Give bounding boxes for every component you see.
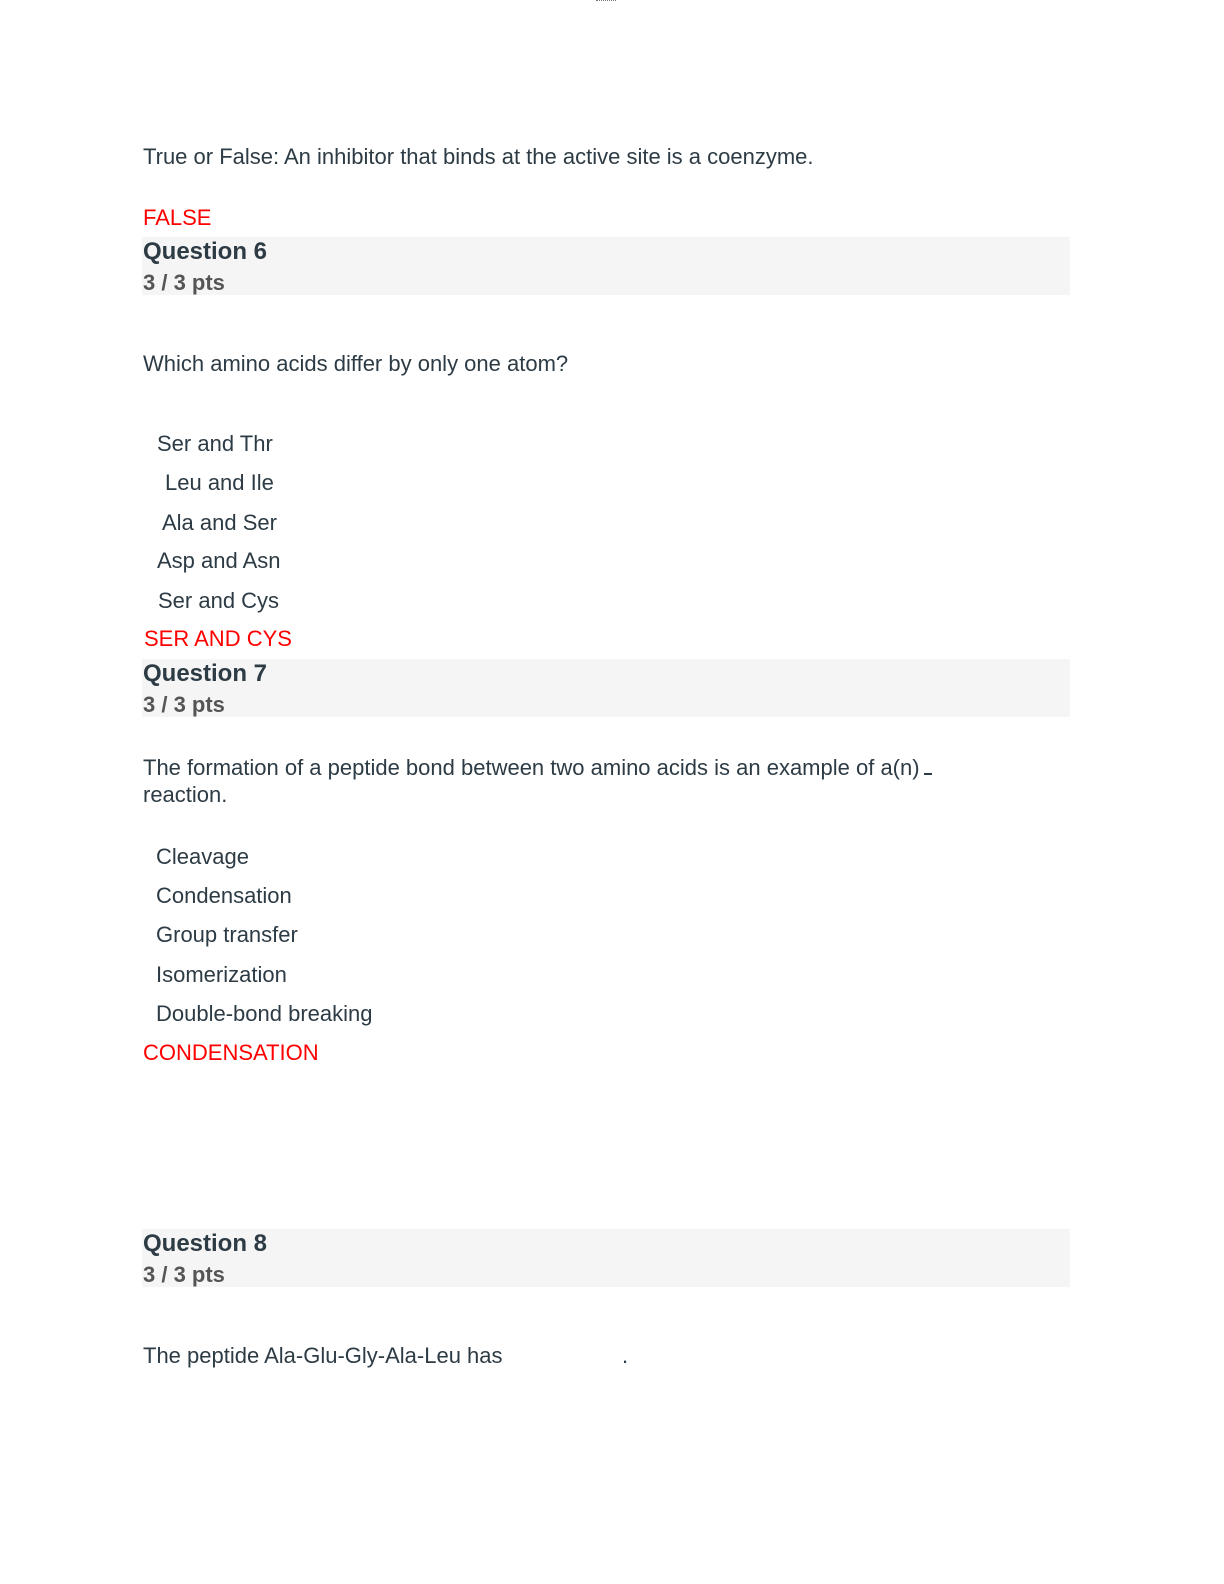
q7-prompt-line2: reaction. [143, 782, 228, 807]
q8-prompt-end: . [622, 1343, 629, 1368]
q7-option[interactable]: Cleavage [156, 844, 249, 869]
q6-option[interactable]: Asp and Asn [157, 548, 281, 573]
q6-prompt: Which amino acids differ by only one atom? [143, 351, 569, 376]
q6-answer-key: SER AND CYS [144, 626, 292, 651]
q7-prompt-line1 [143, 754, 932, 781]
question-8-title: Question 8 [143, 1230, 268, 1257]
answer-blank [924, 759, 932, 775]
q5-answer-key: FALSE [143, 205, 212, 230]
q7-option[interactable]: Condensation [156, 883, 292, 908]
question-7-header [142, 659, 1070, 717]
q7-option[interactable]: Double-bond breaking [156, 1001, 373, 1026]
q7-prompt-text: The formation of a peptide bond between two amino acids is an example of a(n) [143, 755, 920, 780]
question-8-header [142, 1229, 1070, 1287]
q8-prompt: The peptide Ala-Glu-Gly-Ala-Leu has [143, 1343, 503, 1368]
question-8-points: 3 / 3 pts [143, 1262, 225, 1287]
q7-option[interactable]: Isomerization [156, 962, 287, 987]
q5-prompt: True or False: An inhibitor that binds at the active site is a coenzyme. [143, 144, 814, 169]
q6-option[interactable]: Ala and Ser [162, 510, 277, 535]
q6-option[interactable]: Ser and Thr [157, 431, 273, 456]
question-6-title: Question 6 [143, 238, 268, 265]
q6-option[interactable]: Leu and Ile [165, 470, 274, 495]
question-7-points: 3 / 3 pts [143, 692, 225, 717]
question-6-points: 3 / 3 pts [143, 270, 225, 295]
page-top-mark [596, 0, 616, 2]
q6-option[interactable]: Ser and Cys [158, 588, 280, 613]
q7-option[interactable]: Group transfer [156, 922, 298, 947]
question-6-header [142, 237, 1070, 295]
q7-answer-key: CONDENSATION [143, 1040, 319, 1065]
question-7-title: Question 7 [143, 660, 268, 687]
